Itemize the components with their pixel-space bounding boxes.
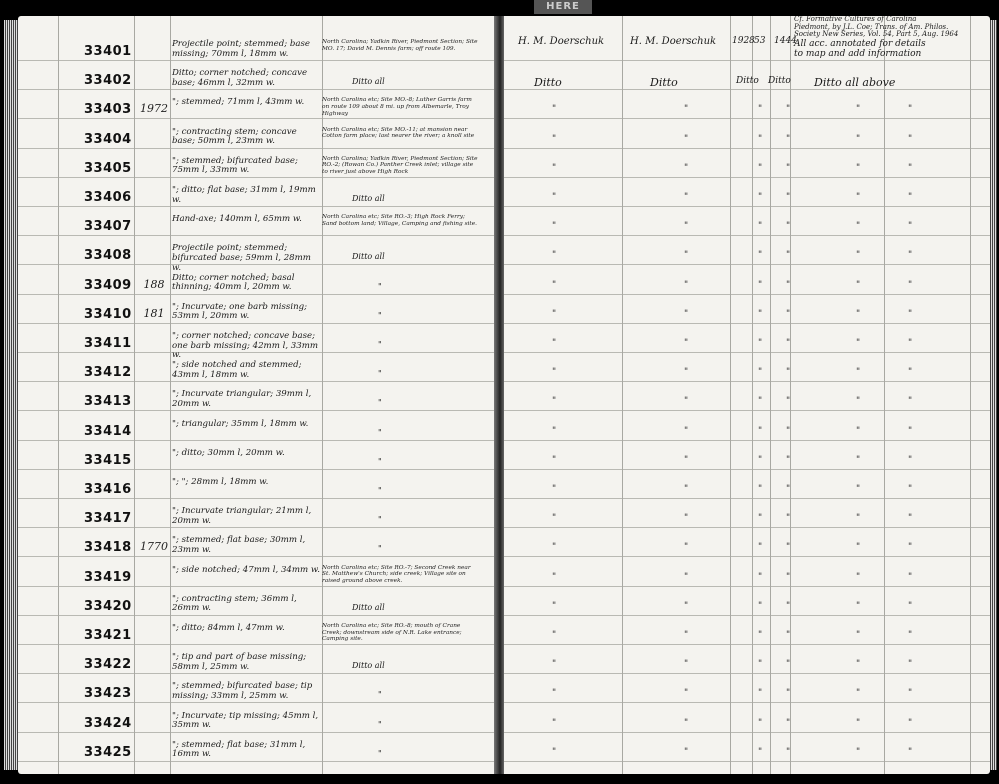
artifact-description: "; Incurvate triangular; 39mm l, 20mm w. (172, 389, 312, 409)
catalog-number: 33408 (84, 248, 132, 264)
column-rule (790, 16, 791, 774)
field-number: 1770 (140, 540, 168, 554)
ditto-accession: Ditto (768, 76, 791, 86)
ditto-mark: " (552, 425, 557, 436)
locality-entry: " (378, 340, 382, 349)
ditto-mark: " (786, 104, 791, 115)
catalog-number: 33420 (84, 598, 132, 614)
ruled-line (504, 410, 990, 411)
ditto-mark: " (552, 717, 557, 728)
ditto-mark: " (786, 717, 791, 728)
column-rule (170, 16, 171, 774)
locality-entry: Ditto all (352, 602, 385, 612)
ruled-line (504, 702, 990, 703)
ditto-mark: " (684, 484, 689, 494)
ruled-line (18, 469, 496, 470)
ditto-mark: " (684, 279, 689, 290)
ditto-mark: " (758, 133, 763, 144)
ditto-mark: " (758, 454, 763, 465)
locality-entry: " (378, 486, 382, 495)
catalog-number: 33423 (84, 686, 132, 702)
ditto-mark: " (856, 104, 861, 115)
ruled-line (18, 148, 496, 149)
ditto-mark: " (758, 717, 763, 728)
ditto-mark: " (552, 221, 557, 232)
ditto-mark: " (856, 454, 861, 465)
ditto-collector: Ditto (534, 76, 562, 89)
locality-entry: Ditto all (352, 194, 385, 203)
ditto-mark: " (908, 192, 913, 202)
ditto-mark: " (786, 600, 791, 611)
locality-entry: North Carolina; Yadkin River, Piedmont Section; Site RO.-2; (Rowan Co.) Panther Creek inlet; village site to river just above High Rock (322, 155, 478, 175)
ditto-mark: " (552, 250, 557, 261)
ditto-mark: " (758, 250, 763, 261)
artifact-description: "; tip and part of base missing; 58mm l, 25mm w. (172, 652, 307, 672)
ruled-line (504, 673, 990, 674)
ditto-mark: " (552, 542, 557, 553)
catalog-number: 33412 (84, 365, 132, 381)
ditto-mark: " (856, 367, 861, 378)
catalog-number: 33403 (84, 102, 132, 118)
locality-entry: " (378, 515, 382, 525)
ditto-mark: " (786, 133, 791, 144)
ditto-mark: " (908, 250, 913, 261)
ditto-mark: " (786, 367, 791, 378)
ditto-mark: " (552, 571, 557, 582)
ditto-mark: " (856, 746, 861, 757)
catalog-number: 33417 (84, 511, 132, 527)
locality-entry: " (378, 456, 382, 466)
ruled-line (18, 498, 496, 499)
field-number: 1972 (140, 102, 168, 116)
ditto-mark: " (684, 162, 689, 173)
ditto-mark: " (552, 133, 557, 144)
ruled-line (18, 556, 496, 557)
locality-entry: Ditto all (352, 77, 385, 87)
ditto-year: Ditto (736, 76, 759, 86)
ruled-line (504, 235, 990, 236)
ditto-mark: " (758, 484, 763, 494)
ruled-line (504, 732, 990, 733)
artifact-description: "; Incurvate; one barb missing; 53mm l, 20mm w. (172, 301, 307, 322)
artifact-description: "; stemmed; 71mm l, 43mm w. (172, 97, 305, 108)
catalog-number: 33404 (84, 131, 132, 147)
ditto-mark: " (758, 367, 763, 378)
ditto-mark: " (856, 396, 861, 407)
artifact-description: "; ditto; 84mm l, 47mm w. (172, 623, 285, 633)
ruled-line (18, 89, 496, 90)
ditto-mark: " (908, 221, 913, 232)
ruled-line (18, 60, 496, 61)
artifact-description: Projectile point; stemmed; bifurcated base; 59mm l, 28mm w. (172, 243, 311, 273)
locality-entry: " (378, 544, 382, 554)
ditto-mark: " (908, 571, 913, 582)
ditto-mark: " (684, 221, 689, 232)
ruled-line (18, 440, 496, 441)
ditto-mark: " (856, 484, 861, 494)
here-stamp: HERE (534, 0, 592, 14)
ruled-line (504, 264, 990, 265)
catalog-number: 33416 (84, 482, 132, 497)
ditto-mark: " (684, 571, 689, 582)
ruled-line (18, 118, 496, 119)
ditto-mark: " (908, 308, 913, 319)
ruled-line (18, 615, 496, 616)
ditto-mark: " (786, 746, 791, 757)
catalog-number: 33411 (84, 336, 132, 351)
ruled-line (504, 615, 990, 616)
column-rule (622, 16, 623, 774)
ditto-mark: " (684, 659, 689, 670)
ruled-line (18, 527, 496, 528)
ditto-mark: " (758, 513, 763, 524)
artifact-description: "; stemmed; bifurcated base; tip missing; 33mm l, 25mm w. (172, 681, 313, 701)
ditto-mark: " (786, 162, 791, 173)
ditto-mark: " (684, 630, 689, 640)
month-header: 53 (754, 36, 766, 46)
ditto-mark: " (552, 600, 557, 611)
ruled-line (18, 761, 496, 762)
ditto-mark: " (552, 484, 557, 494)
catalog-number: 33415 (84, 452, 132, 468)
ditto-mark: " (758, 425, 763, 436)
ditto-mark: " (786, 279, 791, 290)
catalog-number: 33401 (84, 44, 132, 59)
ruled-line (504, 556, 990, 557)
ditto-mark: " (684, 688, 689, 699)
accession-header: 1444 (774, 36, 797, 46)
ditto-mark: " (908, 630, 913, 640)
ditto-mark: " (758, 688, 763, 699)
donor-header: H. M. Doerschuk (630, 36, 717, 47)
ditto-mark: " (758, 600, 763, 611)
ditto-mark: " (856, 162, 861, 173)
ditto-mark: " (552, 338, 557, 348)
ruled-line (504, 644, 990, 645)
ditto-mark: " (856, 688, 861, 699)
ruled-line (504, 352, 990, 353)
ruled-line (18, 673, 496, 674)
year-header: 1928 (732, 36, 755, 46)
artifact-description: "; corner notched; concave base; one barb missing; 42mm l, 33mm w. (172, 331, 319, 361)
reference-note-line: Cf. Formative Cultures of Carolina (794, 16, 917, 23)
ditto-mark: " (908, 600, 913, 611)
ruled-line (504, 177, 990, 178)
ditto-mark: " (908, 367, 913, 378)
ditto-mark: " (786, 688, 791, 699)
column-rule (730, 16, 731, 774)
ditto-mark: " (684, 454, 689, 465)
ditto-mark: " (786, 571, 791, 582)
ditto-mark: " (758, 104, 763, 115)
ruled-line (504, 586, 990, 587)
artifact-description: Ditto; corner notched; basal thinning; 40mm l, 20mm w. (172, 272, 295, 293)
locality-entry: Ditto all (352, 661, 385, 671)
ditto-mark: " (684, 717, 689, 728)
ditto-mark: " (552, 746, 557, 757)
column-rule (970, 16, 971, 774)
catalog-number: 33407 (84, 219, 132, 235)
ditto-mark: " (758, 221, 763, 232)
ditto-mark: " (856, 630, 861, 640)
ditto-mark: " (552, 630, 557, 640)
artifact-description: "; triangular; 35mm l, 18mm w. (172, 418, 309, 429)
ditto-mark: " (684, 192, 689, 202)
artifact-description: "; ditto; flat base; 31mm l, 19mm w. (172, 185, 316, 205)
ditto-mark: " (856, 192, 861, 202)
ditto-mark: " (908, 484, 913, 494)
catalog-number: 33406 (84, 190, 132, 205)
ditto-mark: " (908, 338, 913, 348)
ditto-mark: " (908, 659, 913, 670)
ditto-mark: " (552, 396, 557, 407)
ditto-mark: " (552, 513, 557, 524)
ditto-mark: " (684, 367, 689, 378)
ruled-line (504, 761, 990, 762)
ditto-mark: " (684, 133, 689, 144)
ruled-line (18, 586, 496, 587)
ditto-mark: " (786, 484, 791, 494)
ditto-donor: Ditto (650, 76, 678, 89)
ruled-line (504, 60, 990, 61)
ditto-mark: " (856, 308, 861, 319)
artifact-description: Projectile point; stemmed; base missing; 70mm l, 18mm w. (172, 39, 311, 59)
artifact-description: Ditto; corner notched; concave base; 46mm l, 32mm w. (172, 68, 308, 88)
ditto-mark: " (908, 162, 913, 173)
ditto-mark: " (856, 659, 861, 670)
ruled-line (18, 644, 496, 645)
artifact-description: "; side notched and stemmed; 43mm l, 18mm w. (172, 360, 302, 380)
ruled-line (504, 89, 990, 90)
locality-entry: " (378, 369, 382, 379)
locality-entry: North Carolina etc; Site RO.-7; Second Creek near St. Matthew's Church; side creek; Village site on raised ground above creek. (322, 564, 471, 584)
ditto-mark: " (786, 396, 791, 407)
ditto-mark: " (786, 192, 791, 202)
ditto-mark: " (552, 659, 557, 670)
right-ledger-page (504, 16, 990, 774)
locality-entry: North Carolina; Yadkin River, Piedmont Section; Site MO. 17; David M. Dennis farm; off route 109. (322, 39, 478, 52)
column-rule (58, 16, 59, 774)
ditto-mark: " (758, 571, 763, 582)
ruled-line (504, 148, 990, 149)
ditto-mark: " (684, 542, 689, 553)
collector-header: H. M. Doerschuk (518, 36, 605, 47)
ruled-line (18, 177, 496, 178)
ditto-mark: " (908, 746, 913, 757)
ditto-mark: " (786, 454, 791, 465)
ditto-mark: " (552, 192, 557, 202)
ruled-line (504, 206, 990, 207)
ditto-mark: " (856, 542, 861, 553)
ruled-line (18, 294, 496, 295)
artifact-description: "; stemmed; flat base; 30mm l, 23mm w. (172, 535, 306, 555)
artifact-description: "; side notched; 47mm l, 34mm w. (172, 564, 320, 575)
reference-note-line: Piedmont, by J.L. Coe; Trans. of Am. Philos. Society New Series, Vol. 54, Part 5, Aug. 1964 (794, 22, 959, 39)
locality-entry: " (378, 748, 382, 758)
ditto-mark: " (684, 250, 689, 261)
locality-entry: " (378, 719, 382, 729)
ditto-mark: " (552, 308, 557, 319)
ruled-line (18, 206, 496, 207)
ditto-mark: " (786, 308, 791, 319)
column-rule (884, 16, 885, 774)
ditto-mark: " (684, 338, 689, 348)
ditto-mark: " (786, 630, 791, 640)
ditto-mark: " (786, 221, 791, 232)
field-number: 181 (143, 306, 165, 320)
catalog-number: 33405 (84, 160, 132, 176)
ditto-mark: " (684, 600, 689, 611)
ditto-mark: " (908, 717, 913, 728)
ditto-mark: " (758, 542, 763, 553)
artifact-description: "; contracting stem; 36mm l, 26mm w. (172, 593, 297, 614)
ditto-mark: " (684, 746, 689, 757)
ruled-line (18, 235, 496, 236)
ditto-mark: " (908, 688, 913, 699)
catalog-number: 33402 (84, 73, 132, 89)
ditto-mark: " (908, 513, 913, 524)
ditto-mark: " (856, 279, 861, 290)
ruled-line (18, 732, 496, 733)
ditto-mark: " (908, 104, 913, 115)
ditto-mark: " (758, 279, 763, 290)
ditto-mark: " (552, 162, 557, 173)
ditto-all-above: Ditto all above (814, 76, 896, 89)
artifact-description: "; contracting stem; concave base; 50mm l, 23mm w. (172, 126, 297, 147)
locality-entry: Ditto all (352, 252, 385, 262)
ditto-mark: " (758, 338, 763, 348)
catalog-number: 33424 (84, 715, 132, 731)
ditto-mark: " (856, 425, 861, 436)
ruled-line (504, 294, 990, 295)
ditto-mark: " (758, 659, 763, 670)
locality-entry: North Carolina etc; Site RO.-8; mouth of Crane Creek; downstream side of N.R. Lake entrance; Camping site. (322, 623, 462, 643)
catalog-number: 33425 (84, 744, 132, 760)
ditto-mark: " (552, 279, 557, 290)
ditto-mark: " (856, 513, 861, 524)
ditto-mark: " (758, 630, 763, 640)
ditto-mark: " (908, 454, 913, 465)
locality-entry: " (378, 398, 382, 408)
catalog-number: 33418 (84, 540, 132, 556)
ditto-mark: " (684, 104, 689, 115)
ditto-mark: " (856, 571, 861, 582)
locality-entry: " (378, 281, 382, 291)
field-number: 188 (143, 277, 165, 291)
ditto-mark: " (758, 746, 763, 757)
ruled-line (18, 381, 496, 382)
artifact-description: "; ditto; 30mm l, 20mm w. (172, 447, 285, 458)
page-edge-stack-left (4, 20, 18, 770)
locality-entry: " (378, 690, 382, 700)
ditto-mark: " (684, 396, 689, 407)
ditto-mark: " (758, 162, 763, 173)
artifact-description: "; stemmed; bifurcated base; 75mm l, 33mm w. (172, 155, 298, 176)
ditto-mark: " (758, 192, 763, 202)
ditto-mark: " (908, 396, 913, 407)
left-ledger-page (18, 16, 496, 774)
ditto-mark: " (552, 104, 557, 115)
catalog-number: 33413 (84, 394, 132, 410)
ditto-mark: " (856, 221, 861, 232)
ditto-mark: " (786, 250, 791, 261)
artifact-description: "; "; 28mm l, 18mm w. (172, 477, 269, 487)
ditto-mark: " (856, 250, 861, 261)
ditto-mark: " (856, 133, 861, 144)
ruled-line (18, 410, 496, 411)
ditto-mark: " (684, 308, 689, 319)
reference-note-line: to map and add information (794, 48, 922, 59)
ruled-line (504, 527, 990, 528)
ditto-mark: " (758, 308, 763, 319)
catalog-number: 33422 (84, 657, 132, 673)
locality-entry: " (378, 427, 382, 437)
ditto-mark: " (856, 717, 861, 728)
catalog-number: 33409 (84, 277, 132, 293)
catalog-number: 33419 (84, 569, 132, 585)
ruled-line (504, 323, 990, 324)
locality-entry: North Carolina etc; Site MO.-11; at mansion near Cotton farm place; last nearer the river; a knoll site (322, 126, 475, 140)
artifact-description: Hand-axe; 140mm l, 65mm w. (172, 214, 302, 225)
reference-note (794, 16, 974, 59)
ruled-line (18, 702, 496, 703)
column-rule (770, 16, 771, 774)
catalog-number: 33414 (84, 423, 132, 439)
ruled-line (18, 323, 496, 324)
locality-entry: North Carolina etc; Site MO.-8; Luther Garris farm on route 109 about 8 mi. up from Albemarle, Troy Highway (322, 97, 472, 117)
ditto-mark: " (684, 425, 689, 436)
ditto-mark: " (856, 338, 861, 348)
ditto-mark: " (786, 542, 791, 553)
ruled-line (504, 440, 990, 441)
ditto-mark: " (552, 367, 557, 378)
locality-entry: North Carolina etc; Site RO.-3; High Rock Ferry; Sand bottom land; Village, Camping and fishing site. (322, 214, 478, 227)
artifact-description: "; Incurvate triangular; 21mm l, 20mm w. (172, 506, 312, 526)
ruled-line (504, 498, 990, 499)
ditto-mark: " (758, 396, 763, 407)
ruled-line (504, 118, 990, 119)
ditto-mark: " (684, 513, 689, 524)
ditto-mark: " (856, 600, 861, 611)
ditto-mark: " (908, 133, 913, 144)
ditto-mark: " (552, 454, 557, 465)
ruled-line (504, 469, 990, 470)
catalog-number: 33410 (84, 306, 132, 322)
artifact-description: "; Incurvate; tip missing; 45mm l, 35mm w. (172, 710, 319, 731)
ditto-mark: " (908, 542, 913, 553)
ditto-mark: " (786, 513, 791, 524)
ditto-mark: " (552, 688, 557, 699)
ditto-mark: " (786, 425, 791, 436)
ditto-mark: " (908, 279, 913, 290)
column-rule (752, 16, 753, 774)
reference-note-line: All acc. annotated for details (794, 38, 926, 49)
locality-entry: " (378, 310, 382, 320)
ditto-mark: " (786, 338, 791, 348)
artifact-description: "; stemmed; flat base; 31mm l, 16mm w. (172, 739, 306, 760)
catalog-number: 33421 (84, 628, 132, 643)
ditto-mark: " (786, 659, 791, 670)
ruled-line (504, 381, 990, 382)
ditto-mark: " (908, 425, 913, 436)
